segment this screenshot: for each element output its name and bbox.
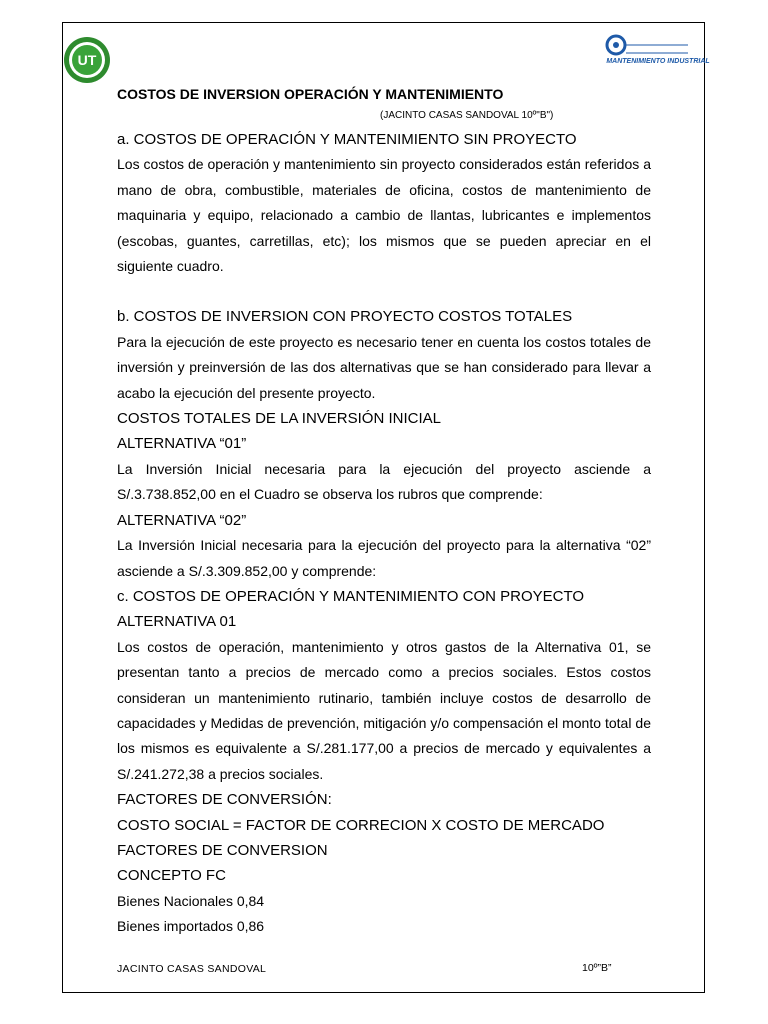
alternativa-02-heading: ALTERNATIVA “02”	[117, 511, 247, 529]
alternativa-01-paragraph: La Inversión Inicial necesaria para la ejecución del proyecto asciende a S/.3.738.852,00 en el Cuadro se observa los rubros que comprende:	[117, 460, 651, 503]
logo-right-text: MANTENIMIENTO INDUSTRIAL	[606, 58, 710, 65]
alternativa-01-plain: ALTERNATIVA 01	[117, 613, 237, 631]
section-b-paragraph: Para la ejecución de este proyecto es necesario tener en cuenta los costos totales de inversión y preinversión de las dos alternativas que se han considerado para llevar a acabo la ejecución del presente proyecto.	[117, 333, 651, 401]
author-line: (JACINTO CASAS SANDOVAL 10º"B")	[380, 110, 554, 121]
logo-left-text: UT	[77, 52, 97, 68]
footer-grade: 10º”B”	[582, 962, 612, 974]
factores-heading: FACTORES DE CONVERSIÓN:	[117, 791, 332, 809]
maintenance-logo-icon	[606, 33, 710, 67]
section-a-paragraph: Los costos de operación y mantenimiento sin proyecto considerados están referidos a mano de obra, combustible, materiales de oficina, costos de mantenimiento de maquinaria y equipo, relacionado a cambio de llantas, lubricantes e implementos (escobas, guantes, carretillas, etc); los mismos que se pueden apreciar en el siguiente cuadro.	[117, 156, 651, 275]
factores-heading-2: FACTORES DE CONVERSION	[117, 841, 328, 859]
bienes-nacionales: Bienes Nacionales 0,84	[117, 892, 265, 909]
university-logo-icon	[63, 36, 111, 84]
section-b-heading: b. COSTOS DE INVERSION CON PROYECTO COSTOS TOTALES	[117, 308, 573, 326]
document-title: COSTOS DE INVERSION OPERACIÓN Y MANTENIMIENTO	[117, 86, 504, 102]
alternativa-01-heading: ALTERNATIVA “01”	[117, 435, 247, 453]
bienes-importados: Bienes importados 0,86	[117, 918, 265, 935]
costo-social-formula: COSTO SOCIAL = FACTOR DE CORRECION X COSTO DE MERCADO	[117, 816, 605, 834]
alternativa-02-paragraph: La Inversión Inicial necesaria para la ejecución del proyecto para la alternativa “02” asciende a S/.3.309.852,00 y comprende:	[117, 537, 651, 579]
section-a-heading: a. COSTOS DE OPERACIÓN Y MANTENIMIENTO SIN PROYECTO	[117, 131, 577, 148]
footer-name: JACINTO CASAS SANDOVAL	[117, 963, 267, 975]
concepto-fc: CONCEPTO FC	[117, 867, 226, 885]
section-c-paragraph: Los costos de operación, mantenimiento y otros gastos de la Alternativa 01, se presentan tanto a precios de mercado como a precios sociales. Estos costos consideran un mantenimiento rutinario, también incluye costos de desarrollo de capacidades y Medidas de prevención, mitigación y/o compensación el monto total de los mismos es equivalente a S/.281.177,00 a precios de mercado y equivalentes a S/.241.272,38 a precios sociales.	[117, 638, 651, 782]
section-c-heading: c. COSTOS DE OPERACIÓN Y MANTENIMIENTO CON PROYECTO	[117, 587, 585, 605]
document-body	[117, 127, 651, 940]
costos-totales-heading: COSTOS TOTALES DE LA INVERSIÓN INICIAL	[117, 410, 441, 428]
